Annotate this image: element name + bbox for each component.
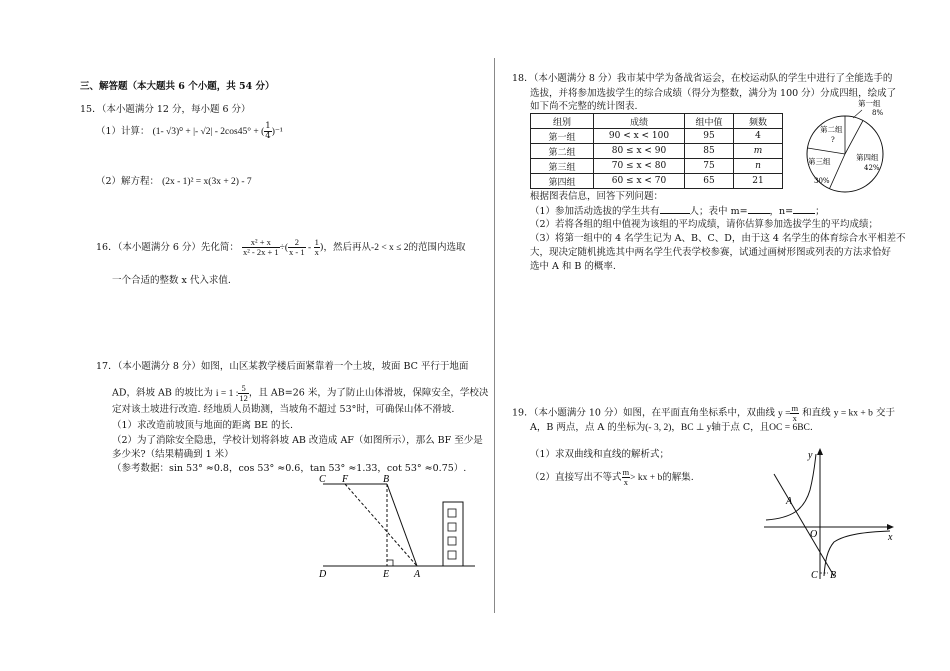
table-row bbox=[531, 129, 783, 144]
q18-p1 bbox=[530, 204, 825, 218]
q19-hyperbola bbox=[778, 403, 799, 423]
q18-p3: （3）将第一组中的 4 名学生记为 A、B、C、D，由于这 4 名学生的体育综合水平相差不 bbox=[530, 233, 906, 244]
table-cell: 70 ≤ x < 80 bbox=[594, 159, 685, 174]
table-cell: 第三组 bbox=[531, 159, 594, 174]
q19-hyper-den: x bbox=[792, 413, 797, 423]
pie-label-g3: 第三组 bbox=[808, 157, 831, 166]
answer-blank-n[interactable] bbox=[793, 204, 815, 214]
table-cell: 65 bbox=[685, 174, 734, 189]
table-header-row bbox=[531, 114, 783, 129]
pie-label-g4: 第四组 bbox=[856, 153, 879, 162]
q17-ratio-prefix: i = 1 : bbox=[215, 388, 239, 399]
pie-label-g1-pct: 8% bbox=[872, 109, 884, 117]
table-row bbox=[531, 144, 783, 159]
q19-figure bbox=[762, 444, 902, 584]
q16-frac2 bbox=[288, 238, 306, 257]
q19-oc: OC = 6BC bbox=[769, 423, 810, 433]
q17-ratio-den: 12 bbox=[239, 393, 248, 403]
q17-line2 bbox=[112, 384, 488, 403]
q15-part1 bbox=[96, 122, 283, 141]
q17-line2a: AD，斜坡 AB 的坡比为 bbox=[112, 387, 213, 399]
q18-p2: （2）若将各组的组中值视为该组的平均成绩，请你估算参加选拔学生的平均成绩； bbox=[530, 219, 879, 230]
q19-hyper-lhs: y = bbox=[778, 408, 791, 419]
column-divider bbox=[494, 58, 495, 613]
table-cell: 4 bbox=[734, 129, 783, 144]
table-cell: 60 ≤ x < 70 bbox=[594, 174, 685, 189]
q17-label-f: F bbox=[342, 474, 349, 485]
q17-ratio-frac bbox=[238, 384, 249, 403]
q15-part2 bbox=[96, 175, 252, 189]
q16-frac3-num: 1 bbox=[314, 237, 319, 247]
answer-blank-m[interactable] bbox=[748, 204, 770, 214]
q19-line2b: ， bbox=[671, 422, 681, 433]
table-cell: 第一组 bbox=[531, 129, 594, 144]
pie-label-g2: 第二组 bbox=[820, 125, 843, 134]
q16-frac1-num: x² + x bbox=[242, 238, 280, 248]
pie-label-g3-val: 30% bbox=[814, 177, 830, 185]
q15-part1-label: （1）计算： bbox=[96, 126, 150, 137]
q17-line3: 定对该土坡进行改造. 经地质人员勘测，当坡角不超过 53°时，可确保山体不滑坡. bbox=[112, 404, 455, 415]
q17-p1: （1）求改造前坡顶与地面的距离 BE 的长. bbox=[112, 420, 294, 431]
q18-head: 18．（本小题满分 8 分）我市某中学为备战省运会，在校运动队的学生中进行了全能选手的 bbox=[512, 73, 893, 84]
q19-coord-a: (- 3, 2) bbox=[645, 423, 672, 433]
table-row bbox=[531, 159, 783, 174]
q16-frac1-den: x² - 2x + 1 bbox=[242, 247, 279, 257]
table-header-mid: 组中值 bbox=[685, 114, 734, 129]
q17-label-b: B bbox=[383, 474, 390, 485]
q19-label-a: A bbox=[786, 496, 793, 507]
q15-frac-den: 4 bbox=[265, 131, 271, 141]
q16-head: 16．（本小题满分 6 分）先化简： bbox=[96, 242, 239, 253]
q18-pie-chart bbox=[800, 96, 910, 196]
q19-label-x: x bbox=[888, 532, 893, 543]
table-cell: 95 bbox=[685, 129, 734, 144]
q16-mid: ÷( bbox=[279, 243, 289, 253]
q19-line-eq: y = kx + b bbox=[833, 408, 873, 419]
q19-line2c: 轴于点 C，且 bbox=[711, 422, 770, 433]
q17-label-a: A bbox=[414, 569, 421, 580]
q17-line2b: ，且 AB=26 米，为了防止山体滑坡，保障安全，学校决 bbox=[248, 387, 489, 399]
q17-ratio-num: 5 bbox=[238, 384, 249, 394]
table-cell: 第四组 bbox=[531, 174, 594, 189]
q15-part2-label: （2）解方程： bbox=[96, 176, 160, 187]
q16-line2: 一个合适的整数 x 代入求值. bbox=[112, 275, 231, 286]
q19-p2 bbox=[530, 468, 694, 487]
q19-label-b: B bbox=[830, 570, 837, 581]
pie-label-g2-val: ? bbox=[831, 136, 835, 144]
q18-line2: 选拔，并将参加选拔学生的综合成绩（得分为整数，满分为 100 分）分成四组，绘成了 bbox=[530, 88, 897, 99]
q19-head-b: 和直线 bbox=[802, 407, 831, 419]
q16-range: -2 < x ≤ 2 bbox=[371, 243, 409, 253]
q16-line1 bbox=[96, 238, 466, 257]
q15-part1-frac bbox=[264, 122, 271, 141]
answer-blank-total[interactable] bbox=[660, 204, 690, 214]
q16-frac2-den: x - 1 bbox=[289, 247, 305, 257]
section-title: 三、解答题（本大题共 6 个小题，共 54 分） bbox=[80, 81, 275, 92]
q19-line2 bbox=[530, 421, 813, 435]
q19-head-a: 19．（本小题满分 10 分）如图，在平面直角坐标系中，双曲线 bbox=[512, 407, 775, 419]
q17-ref: （参考数据：sin 53° ≈0.8，cos 53° ≈0.6，tan 53° ≈1.33，cot 53° ≈0.75）. bbox=[112, 463, 467, 474]
q17-label-e: E bbox=[383, 569, 390, 580]
q16-after: )，然后再从 bbox=[319, 242, 372, 253]
q16-tail: 的范围内选取 bbox=[408, 242, 466, 253]
q18-p1c: ，n= bbox=[769, 206, 794, 217]
table-cell: 75 bbox=[685, 159, 734, 174]
table-header-freq: 频数 bbox=[734, 114, 783, 129]
q19-hyper-num: m bbox=[791, 403, 799, 413]
q19-label-y: y bbox=[808, 450, 813, 461]
q19-ineq-den: x bbox=[623, 477, 628, 487]
q19-head-c: 交于 bbox=[875, 407, 895, 419]
q15-part1-tail: )⁻¹ bbox=[271, 127, 283, 137]
table-cell: 第二组 bbox=[531, 144, 594, 159]
table-cell: m bbox=[734, 144, 783, 159]
q15-frac-num: 1 bbox=[265, 121, 271, 131]
q17-label-c: C bbox=[319, 474, 326, 485]
q19-line2d: . bbox=[809, 422, 813, 433]
q19-p2a: （2）直接写出不等式 bbox=[530, 472, 622, 483]
table-header-group: 组别 bbox=[531, 114, 594, 129]
q18-after-table: 根据图表信息，回答下列问题： bbox=[530, 191, 664, 202]
q17-ratio bbox=[215, 383, 249, 403]
q15-part2-expr: (2x - 1)² = x(3x + 2) - 7 bbox=[162, 177, 252, 187]
table-cell: 90 < x < 100 bbox=[594, 129, 685, 144]
q18-line3: 如下尚不完整的统计图表. bbox=[530, 101, 638, 112]
table-cell: n bbox=[734, 159, 783, 174]
table-row bbox=[531, 174, 783, 189]
q19-label-c: C bbox=[811, 570, 818, 581]
q15-part1-expr: (1- √3)⁰ + |- √2| - 2cos45° + ( bbox=[152, 127, 265, 137]
pie-label-g1: 第一组 bbox=[858, 99, 881, 108]
q19-ineq-num: m bbox=[622, 467, 630, 477]
q18-p1b: 人；表中 m= bbox=[689, 206, 748, 217]
pie-label-g4-val: 42% bbox=[864, 164, 880, 172]
table-cell: 85 bbox=[685, 144, 734, 159]
q17-p2: （2）为了消除安全隐患，学校计划将斜坡 AB 改造成 AF（如图所示），那么 BF 至少是 bbox=[112, 435, 483, 446]
q15-head: 15．（本小题满分 12 分，每小题 6 分） bbox=[80, 104, 251, 115]
q16-minus: - bbox=[305, 243, 314, 253]
q19-p1: （1）求双曲线和直线的解析式； bbox=[530, 449, 670, 460]
q18-p1a: （1）参加活动选拔的学生共有 bbox=[530, 206, 660, 217]
table-cell: 21 bbox=[734, 174, 783, 189]
q18-stats-table bbox=[530, 113, 783, 189]
q17-head: 17．（本小题满分 8 分）如图，山区某教学楼后面紧靠着一个土坡，坡面 BC 平行于地面 bbox=[96, 361, 469, 372]
q19-p2b: 的解集. bbox=[662, 472, 694, 483]
q19-label-o: O bbox=[810, 529, 818, 540]
q18-p3b: 大，现决定随机挑选其中两名学生代表学校参赛，试通过画树形图或列表的方法求恰好 bbox=[530, 247, 892, 258]
q18-p1d: ； bbox=[815, 206, 825, 217]
q17-label-d: D bbox=[319, 569, 327, 580]
q17-figure bbox=[315, 472, 485, 582]
q19-ineq-tail: > kx + b bbox=[630, 473, 663, 483]
q19-ineq-frac bbox=[622, 468, 631, 487]
q19-perp: BC ⊥ y bbox=[680, 423, 712, 433]
table-header-score: 成绩 bbox=[594, 114, 685, 129]
q16-frac2-num: 2 bbox=[288, 238, 306, 248]
q16-frac1 bbox=[242, 238, 280, 257]
table-cell: 80 ≤ x < 90 bbox=[594, 144, 685, 159]
q17-p2b: 多少米?（结果精确到 1 米） bbox=[112, 449, 234, 460]
q16-frac3-den: x bbox=[314, 247, 319, 257]
q18-p3c: 选中 A 和 B 的概率. bbox=[530, 261, 616, 272]
q19-line2a: A，B 两点，点 A 的坐标为 bbox=[530, 422, 646, 433]
